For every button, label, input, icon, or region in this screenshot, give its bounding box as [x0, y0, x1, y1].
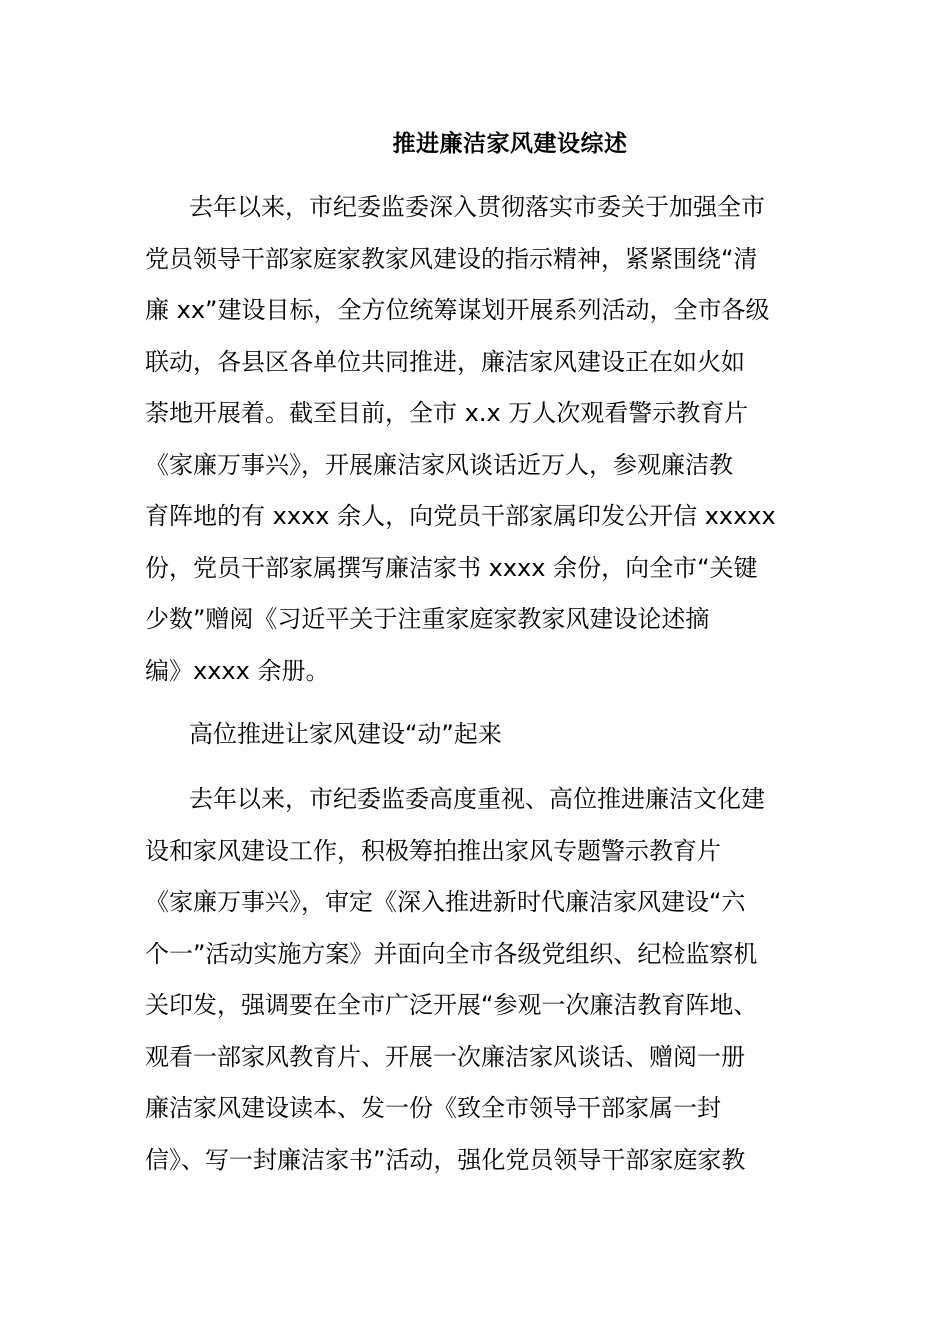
paragraph-line: 联动，各县区各单位共同推进，廉洁家风建设正在如火如	[145, 347, 745, 376]
paragraph-2	[145, 774, 825, 1186]
paragraph-line: 廉洁家风建设读本、发一份《致全市领导干部家属一封	[145, 1094, 721, 1122]
paragraph-1	[145, 182, 825, 697]
paragraph-line: 观看一部家风教育片、开展一次廉洁家风谈话、赠阅一册	[145, 1042, 745, 1071]
paragraph-line: 关印发，强调要在全市广泛开展“参观一次廉洁教育阵地、	[145, 991, 758, 1019]
paragraph-line: 去年以来，市纪委监委高度重视、高位推进廉洁文化建	[189, 785, 765, 813]
paragraph-line: 编》xxxx 余册。	[145, 656, 330, 685]
paragraph-line: 党员领导干部家庭家教家风建设的指示精神，紧紧围绕“清	[145, 244, 758, 273]
section-heading-text: 高位推进让家风建设“动”起来	[189, 720, 502, 748]
paragraph-line: 荼地开展着。截至目前，全市 x.x 万人次观看警示教育片	[145, 399, 749, 427]
paragraph-line: 设和家风建设工作，积极筹拍推出家风专题警示教育片	[145, 836, 721, 865]
paragraph-line: 个一”活动实施方案》并面向全市各级党组织、纪检监察机	[145, 939, 758, 968]
paragraph-line: 去年以来，市纪委监委深入贯彻落实市委关于加强全市	[189, 193, 765, 221]
paragraph-line: 《家廉万事兴》，审定《深入推进新时代廉洁家风建设“六	[145, 888, 746, 916]
paragraph-line: 育阵地的有 xxxx 余人，向党员干部家属印发公开信 xxxxx	[145, 502, 776, 530]
paragraph-line: 《家廉万事兴》，开展廉洁家风谈话近万人，参观廉洁教	[145, 450, 733, 479]
paragraph-line: 信》、写一封廉洁家书”活动，强化党员领导干部家庭家教	[145, 1145, 746, 1174]
paragraph-line: 份，党员干部家属撰写廉洁家书 xxxx 余份，向全市“关键	[145, 553, 758, 582]
paragraph-line: 廉 xx”建设目标，全方位统筹谋划开展系列活动，全市各级	[145, 296, 770, 324]
section-heading	[145, 709, 825, 761]
paragraph-line: 少数”赠阅《习近平关于注重家庭家教家风建设论述摘	[145, 605, 710, 633]
document-title: 推进廉洁家风建设综述	[392, 131, 628, 157]
